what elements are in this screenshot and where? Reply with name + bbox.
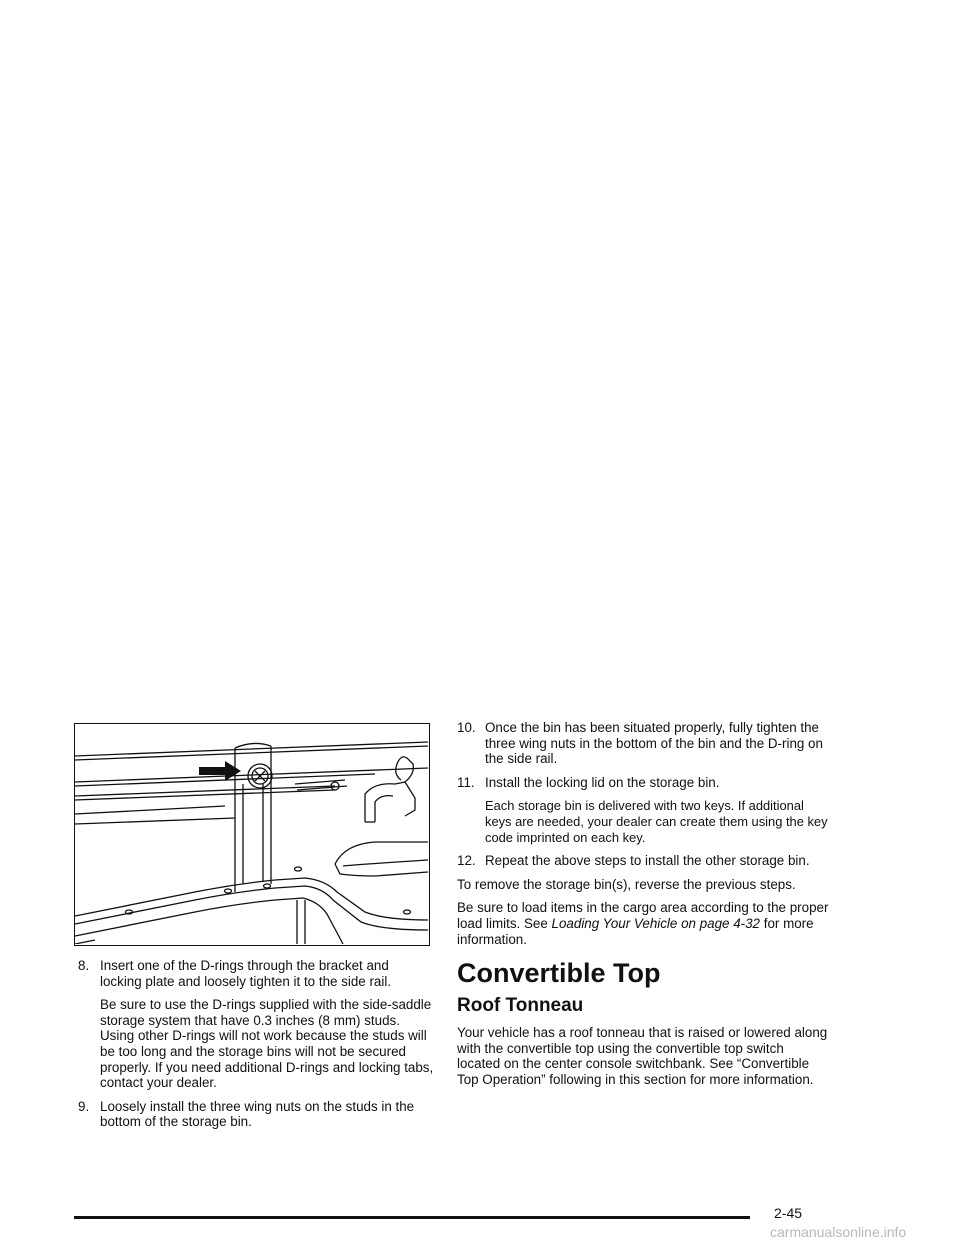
load-text-after: for more information. [457, 915, 814, 947]
step-number: 10. [457, 720, 476, 735]
step-8-note: Be sure to use the D-rings supplied with the side-saddle storage system that have 0.3 inches (8 mm) studs. Using other D-rings will not work because the studs will be too long and the storage bins will not be secured properly. If you need additional D-rings and locking tabs, contact your dealer. [100, 997, 434, 1091]
step-text: Insert one of the D-rings through the bracket and locking plate and loosely tighten it to the side rail. [100, 958, 392, 989]
roof-tonneau-paragraph: Your vehicle has a roof tonneau that is raised or lowered along with the convertible top using the convertible top switch located on the center console switchbank. See “Convertible Top Operation” following in this section for more information. [457, 1025, 828, 1087]
step-12 [457, 853, 829, 869]
subsection-heading-roof-tonneau: Roof Tonneau [457, 995, 584, 1017]
step-text: Repeat the above steps to install the other storage bin. [485, 853, 810, 869]
page-number: 2-45 [774, 1205, 803, 1221]
loading-your-vehicle-link[interactable]: Loading Your Vehicle on page 4-32 [551, 915, 761, 931]
step-9 [78, 1099, 434, 1130]
footer-rule [74, 1216, 750, 1219]
watermark: carmanualsonline.info [770, 1224, 907, 1240]
step-number: 8. [78, 958, 90, 973]
section-heading-convertible-top: Convertible Top [457, 958, 661, 989]
step-number: 11. [457, 774, 475, 790]
step-11 [457, 775, 829, 791]
remove-bins-paragraph: To remove the storage bin(s), reverse the previous steps. [457, 876, 796, 892]
load-limits-paragraph [457, 900, 829, 947]
load-text-before: Be sure to load items in the cargo area according to the proper load limits. See [457, 900, 829, 931]
step-10 [457, 720, 829, 767]
step-text: Once the bin has been situated properly, fully tighten the three wing nuts in the bottom of the bin and the D-ring on the side rail. [485, 720, 823, 767]
step-8 [78, 958, 434, 989]
step-text: Install the locking lid on the storage bin. [485, 774, 720, 790]
step-text: Loosely install the three wing nuts on the studs in the bottom of the storage bin. [100, 1098, 415, 1130]
d-ring-installation-illustration [74, 723, 430, 946]
right-text-column [457, 720, 829, 1096]
step-11-note: Each storage bin is delivered with two keys. If additional keys are needed, your dealer can create them using the key code imprinted on each key. [485, 798, 828, 845]
d-ring-drawing [75, 724, 428, 944]
step-number: 9. [78, 1098, 90, 1114]
left-text-column [78, 958, 434, 1138]
step-number: 12. [457, 853, 476, 869]
